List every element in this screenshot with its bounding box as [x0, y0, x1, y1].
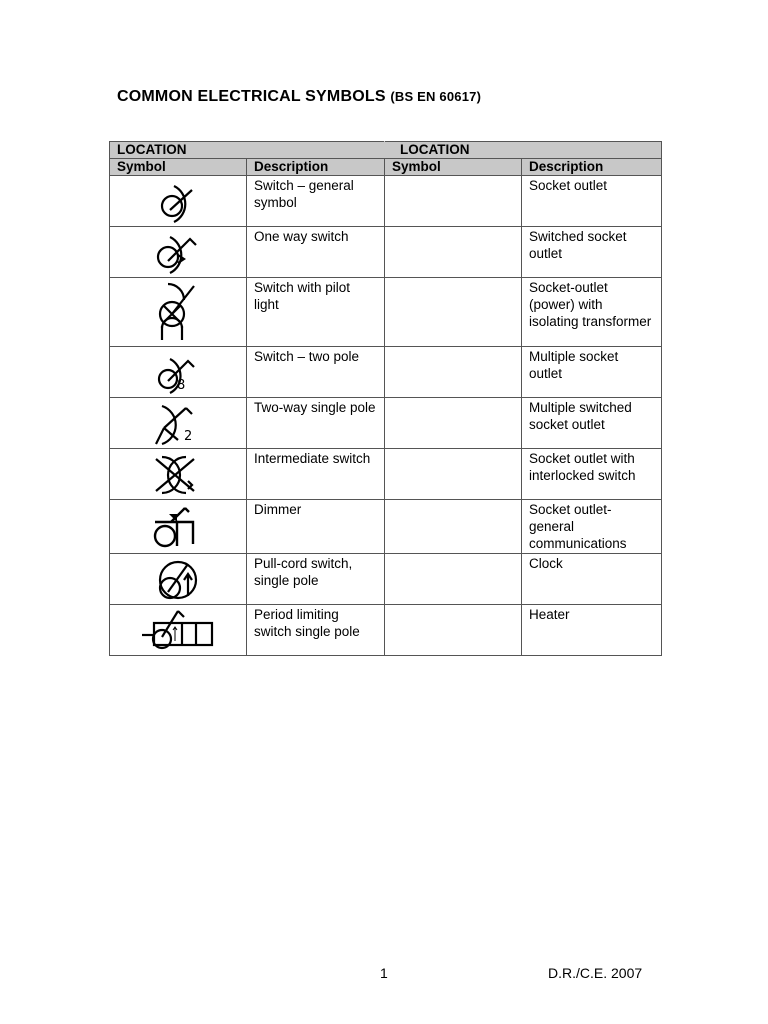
right-symbol-cell: [385, 227, 522, 278]
table-row: [110, 605, 662, 656]
switch-pilot-light-icon: [148, 280, 208, 344]
location-left-header: LOCATION: [110, 142, 385, 159]
table-row: [110, 227, 662, 278]
right-symbol-cell: [385, 554, 522, 605]
right-description: Socket outlet: [522, 176, 662, 227]
right-symbol-cell: [385, 176, 522, 227]
col-description-left: Description: [247, 159, 385, 176]
symbol-cell: [110, 227, 247, 278]
right-description: Clock: [522, 554, 662, 605]
right-symbol-cell: [385, 347, 522, 398]
table-row: [110, 449, 662, 500]
right-symbol-cell: [385, 500, 522, 554]
right-symbol-cell: [385, 605, 522, 656]
location-right-header: LOCATION: [385, 142, 662, 159]
right-symbol-cell: [385, 398, 522, 449]
intermediate-switch-icon: [148, 451, 208, 497]
symbols-table: [109, 141, 662, 656]
switch-two-pole-icon: [148, 349, 208, 395]
table-row: [110, 278, 662, 347]
left-description: Pull-cord switch, single pole: [247, 554, 385, 605]
right-description: Heater: [522, 605, 662, 656]
page-number: 1: [380, 965, 388, 981]
left-description: One way switch: [247, 227, 385, 278]
col-symbol-left: Symbol: [110, 159, 247, 176]
table-row: [110, 398, 662, 449]
two-way-switch-icon: [148, 400, 208, 446]
pull-cord-switch-icon: [148, 556, 208, 602]
switch-general-icon: [148, 178, 208, 224]
symbol-cell: [110, 347, 247, 398]
right-description: Socket-outlet (power) with isolating transformer: [522, 278, 662, 347]
left-description: Switch with pilot light: [247, 278, 385, 347]
two-pole-mark: 8: [177, 378, 186, 393]
symbol-cell: [110, 449, 247, 500]
one-way-switch-icon: [148, 229, 208, 275]
symbol-cell: [110, 605, 247, 656]
title-main: COMMON ELECTRICAL SYMBOLS: [117, 88, 386, 105]
symbol-cell: [110, 554, 247, 605]
two-way-mark: 2: [184, 429, 193, 444]
symbol-cell: [110, 278, 247, 347]
right-symbol-cell: [385, 278, 522, 347]
location-header-row: [110, 142, 662, 159]
dimmer-icon: [147, 504, 209, 550]
right-description: Socket outlet with interlocked switch: [522, 449, 662, 500]
symbol-cell: [110, 176, 247, 227]
table-row: [110, 500, 662, 554]
left-description: Period limiting switch single pole: [247, 605, 385, 656]
period-limiting-switch-icon: [140, 607, 216, 653]
left-description: Dimmer: [247, 500, 385, 554]
right-symbol-cell: [385, 449, 522, 500]
right-description: Socket outlet- general communications: [522, 500, 662, 554]
left-description: Two-way single pole: [247, 398, 385, 449]
col-symbol-right: Symbol: [385, 159, 522, 176]
footer-author: D.R./C.E. 2007: [548, 965, 643, 981]
symbol-cell: [110, 398, 247, 449]
left-description: Switch – two pole: [247, 347, 385, 398]
left-description: Switch – general symbol: [247, 176, 385, 227]
right-description: Multiple switched socket outlet: [522, 398, 662, 449]
title-standard: (BS EN 60617): [390, 89, 482, 104]
table-row: [110, 176, 662, 227]
column-header-row: [110, 159, 662, 176]
col-description-right: Description: [522, 159, 662, 176]
symbol-cell: [110, 500, 247, 554]
left-description: Intermediate switch: [247, 449, 385, 500]
table-row: [110, 554, 662, 605]
page-title: [117, 88, 481, 106]
table-row: [110, 347, 662, 398]
right-description: Switched socket outlet: [522, 227, 662, 278]
right-description: Multiple socket outlet: [522, 347, 662, 398]
